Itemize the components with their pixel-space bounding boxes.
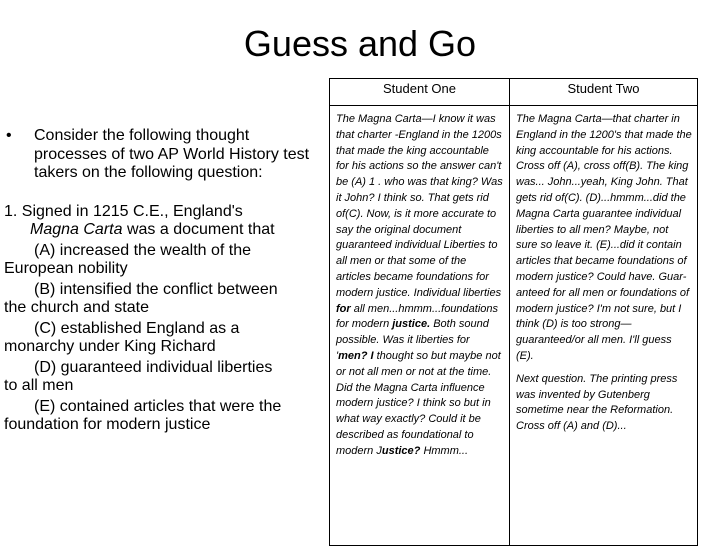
option-e (4, 398, 316, 435)
stem-start: 1. Signed in 1215 C.E., England's (4, 202, 243, 220)
option-c (4, 320, 316, 357)
option-a (4, 242, 316, 279)
s1-text-i: Hmmm... (423, 444, 469, 457)
student-two-cell (510, 106, 698, 546)
student-comparison-table (329, 78, 698, 546)
option-e-first: (E) contained articles that were the (34, 397, 282, 415)
s1-text-a: The Magna Carta—I know it was that charter -England in the 1200s that made the king accountable for his actions so the answer can't be (A) 1 . who was that king? Was it John? I think so. That gets rid of(C). Now, is it more accurate to say the original document guaranteed individual Liberties to all men or that some of the articles became foundations for modern justice. Individual liberties (336, 113, 503, 299)
option-b-rest: the church and state (4, 299, 149, 316)
s1-text-d: justice. (392, 318, 431, 331)
option-d-first: (D) guaranteed individual liberties (34, 358, 273, 376)
option-c-rest: monarchy under King Richard (4, 338, 216, 355)
option-e-rest: foundation for modern justice (4, 416, 211, 433)
question-block (4, 127, 316, 435)
option-a-rest: European nobility (4, 260, 128, 277)
option-a-first: (A) increased the wealth of the (34, 241, 252, 259)
option-d-rest: to all men (4, 377, 74, 394)
option-c-first: (C) established England as a (34, 319, 240, 337)
s2-paragraph-1: The Magna Carta—that charter in England in the 1200's that made the king accountable for his actions. Cross off (A), cross off(B). The king was... John...yeah, King John. That gets rid of(C). (D)...hmmm...did the Magna Carta guarantee individual liberties to all men? Maybe, not sure so leave it. (E)...did it contain articles that became foundations of modern justice? Could have. Guar-anteed for all men or foundations of modern justice? I'm not sure, but I think (D) is too strong—guaranteed/or all men. I'll guess (E). (516, 113, 692, 362)
s1-text-g: thought so but maybe not or not all men or not at the time. Did the Magna Carta influence modern justice? I think so but in what way exactly? Could it be described as foundational to modern J (336, 349, 501, 457)
intro-text: Consider the following thought processes of two AP World History test takers on the following question: (34, 127, 310, 181)
option-d (4, 359, 316, 396)
s1-text-e: Both sound possible. Was it liberties for ' (336, 318, 489, 362)
header-student-two: Student Two (510, 79, 698, 106)
stem-end: was a document that (126, 221, 275, 238)
s1-text-b: for (336, 302, 351, 315)
student-one-cell (330, 106, 510, 546)
slide-title: Guess and Go (243, 23, 477, 64)
stem-italic: Magna Carta (30, 221, 123, 238)
intro-bullet (4, 127, 316, 183)
s1-text-h: ustice? (381, 444, 424, 457)
bullet-icon: • (6, 127, 12, 144)
question-stem (4, 203, 316, 240)
header-student-one: Student One (330, 79, 510, 106)
stem-second-line (4, 221, 316, 240)
s2-paragraph-2: Next question. The printing press was invented by Gutenberg sometime near the Reformation. Cross off (A) and (D)... (516, 372, 678, 433)
option-b (4, 281, 316, 318)
option-b-first: (B) intensified the conflict between (34, 280, 278, 298)
s1-text-c: all men...hmmm...foundations for modern (336, 302, 499, 331)
s1-text-f: men? I (338, 349, 374, 362)
